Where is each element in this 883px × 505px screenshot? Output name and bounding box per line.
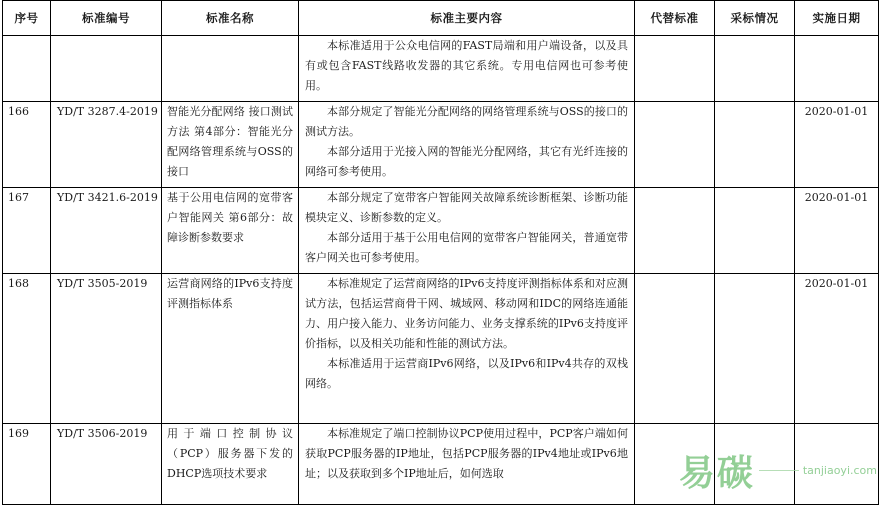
watermark-url: tanjiaoyi.com (802, 464, 877, 477)
cell-name: 智能光分配网络 接口测试方法 第4部分：智能光分配网络管理系统与OSS的接口 (162, 102, 299, 188)
cell-replaces (635, 274, 715, 424)
cell-content: 本部分规定了宽带客户智能网关故障系统诊断框架、诊断功能模块定义、诊断参数的定义。 本部分适用于基于公用电信网的宽带客户智能网关，普通宽带客户网关也可参考使用。 (299, 188, 635, 274)
cell-date (795, 424, 879, 505)
header-number: 标准编号 (51, 1, 162, 36)
cell-no: 169 (3, 424, 51, 505)
cell-content: 本标准适用于公众电信网的FAST局端和用户端设备，以及具有或包含FAST线路收发器的其它系统。专用电信网也可参考使用。 (299, 36, 635, 102)
cell-replaces (635, 102, 715, 188)
cell-adoption (715, 274, 795, 424)
cell-name: 运营商网络的IPv6支持度评测指标体系 (162, 274, 299, 424)
table-row (3, 102, 879, 188)
header-row (3, 1, 879, 36)
cell-adoption (715, 188, 795, 274)
table-row (3, 424, 879, 505)
cell-adoption (715, 424, 795, 505)
standards-table (2, 0, 879, 505)
cell-content: 本标准规定了运营商网络的IPv6支持度评测指标体系和对应测试方法，包括运营商骨干网、城域网、移动网和IDC的网络连通能力、用户接入能力、业务访问能力、业务支撑系统的IPv6支持度评价指标，以及相关功能和性能的测试方法。 本标准适用于运营商IPv6网络，以及IPv6和IPv4共存的双栈网络。 (299, 274, 635, 424)
cell-content: 本部分规定了智能光分配网络的网络管理系统与OSS的接口的测试方法。 本部分适用于光接入网的智能光分配网络，其它有光纤连接的网络可参考使用。 (299, 102, 635, 188)
cell-adoption (715, 102, 795, 188)
cell-no: 166 (3, 102, 51, 188)
cell-replaces (635, 188, 715, 274)
cell-number: YD/T 3421.6-2019 (51, 188, 162, 274)
table-row-continuation (3, 36, 879, 102)
header-replaces: 代替标准 (635, 1, 715, 36)
cell-name: 用于端口控制协议（PCP）服务器下发的DHCP选项技术要求 (162, 424, 299, 505)
cell-no: 168 (3, 274, 51, 424)
cell-no: 167 (3, 188, 51, 274)
watermark-text: 易碳 (678, 453, 755, 494)
header-no: 序号 (3, 1, 51, 36)
cell-number: YD/T 3506-2019 (51, 424, 162, 505)
table-row (3, 188, 879, 274)
header-name: 标准名称 (162, 1, 299, 36)
table-row (3, 274, 879, 424)
header-date: 实施日期 (795, 1, 879, 36)
cell-content: 本标准规定了端口控制协议PCP使用过程中，PCP客户端如何获取PCP服务器的IP地址，包括PCP服务器的IPv4地址或IPv6地址；以及获取到多个IP地址后，如何选取 (299, 424, 635, 505)
cell-date: 2020-01-01 (795, 274, 879, 424)
cell-replaces (635, 424, 715, 505)
header-adoption: 采标情况 (715, 1, 795, 36)
cell-number: YD/T 3287.4-2019 (51, 102, 162, 188)
cell-name: 基于公用电信网的宽带客户智能网关 第6部分：故障诊断参数要求 (162, 188, 299, 274)
cell-number: YD/T 3505-2019 (51, 274, 162, 424)
cell-date: 2020-01-01 (795, 188, 879, 274)
cell-date: 2020-01-01 (795, 102, 879, 188)
header-content: 标准主要内容 (299, 1, 635, 36)
